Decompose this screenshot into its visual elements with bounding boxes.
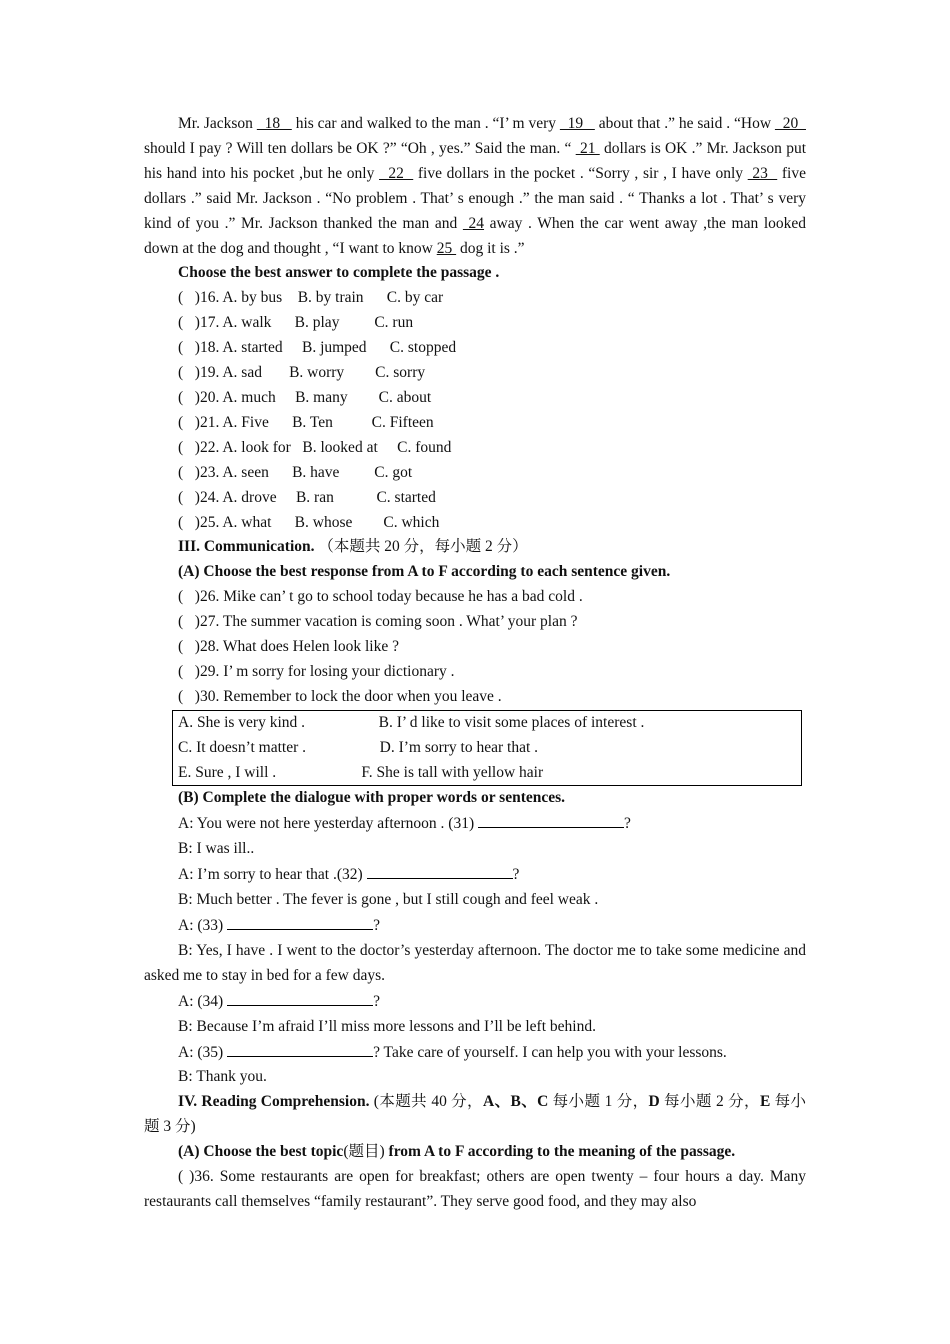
question-28: ( )28. What does Helen look like ? (178, 638, 399, 656)
dialogue-text: ? (373, 917, 380, 934)
response-options-box (172, 710, 802, 787)
cloze-passage (144, 112, 806, 261)
part-a-instruction: (A) Choose the best response from A to F according to each sentence given. (178, 563, 671, 581)
dialogue-line: B: Much better . The fever is gone , but I still cough and feel weak . (178, 891, 599, 909)
instruction-text: (A) Choose the best topic (178, 1143, 344, 1161)
section-3-heading (178, 535, 806, 560)
dialogue-line: B: Because I’m afraid I’ll miss more lessons and I’ll be left behind. (178, 1017, 596, 1035)
question-29: ( )29. I’ m sorry for losing your dictionary . (178, 662, 455, 680)
score-note: 每小题 1 分， (548, 1093, 649, 1111)
dialogue-text: A: (34) (178, 992, 228, 1010)
question-27: ( )27. The summer vacation is coming soon . What’ your plan ? (178, 613, 578, 631)
dialogue-text: A: (35) (178, 1043, 228, 1061)
cloze-text: five dollars .” said Mr. Jackson . “No problem . That’ s enough .” the man said . “ Thanks a lot . That’ s very kind of you .” Mr. Jackson thanked the man and (144, 164, 806, 232)
answer-blank-31 (478, 811, 624, 828)
question-19: ( )19. A. sad B. worry C. sorry (178, 364, 426, 382)
score-note: D (648, 1093, 660, 1111)
score-note: 每小题 2 分， (659, 1093, 760, 1111)
blank-25: 25 (436, 239, 457, 257)
answer-blank-34 (227, 989, 373, 1006)
section-title: IV. Reading Comprehension. (178, 1093, 370, 1111)
blank-20: 20 (774, 115, 806, 132)
answer-blank-32 (367, 862, 513, 879)
dialogue-text: ? Take care of yourself. I can help you with your lessons. (373, 1043, 727, 1061)
question-26: ( )26. Mike can’ t go to school today because he has a bad cold . (178, 588, 583, 606)
blank-19: 19 (559, 115, 595, 132)
dialogue-text: ? (512, 866, 520, 884)
answer-blank-33 (227, 913, 373, 930)
dialogue-line-34 (178, 989, 806, 1015)
dialogue-line: B: Thank you. (178, 1068, 267, 1086)
blank-23: 23 (747, 164, 778, 182)
dialogue-text: ? (373, 992, 380, 1010)
question-17: ( )17. A. walk B. play C. run (178, 314, 414, 332)
answer-blank-35 (227, 1040, 373, 1057)
cloze-text: about that .” he said . “How (594, 115, 775, 132)
dialogue-line-31 (178, 811, 806, 837)
blank-21: 21 (575, 139, 600, 157)
question-36: ( )36. Some restaurants are open for breakfast; others are open twenty – four hours a day. Many restaurants call themselves “family restaurant”. They serve good food, and they may also (144, 1168, 806, 1210)
blank-22: 22 (379, 164, 414, 182)
cloze-text: away . When the car went away ,the man looked down at the dog and thought , “I want to know (144, 214, 807, 257)
cloze-text: Mr. Jackson (178, 115, 257, 132)
question-23: ( )23. A. seen B. have C. got (178, 463, 413, 481)
part-b-instruction: (B) Complete the dialogue with proper words or sentences. (178, 789, 566, 807)
options-row: E. Sure , I will . F. She is tall with yellow hair (178, 763, 544, 781)
question-24: ( )24. A. drove B. ran C. started (178, 488, 436, 506)
reading-part-a-instruction (178, 1140, 806, 1165)
options-row: C. It doesn’t matter . D. I’m sorry to hear that . (178, 738, 539, 756)
dialogue-line: B: Yes, I have . I went to the doctor’s yesterday afternoon. The doctor me to take some medicine and asked me to stay in bed for a few days. (144, 941, 806, 984)
question-21: ( )21. A. Five B. Ten C. Fifteen (178, 413, 434, 431)
cloze-text: five dollars in the pocket . “Sorry , sir , I have only (413, 164, 748, 182)
cloze-text: dog it is .” (456, 239, 525, 257)
dialogue-line-35 (178, 1040, 806, 1066)
options-row: A. She is very kind . B. I’ d like to visit some places of interest . (178, 713, 645, 731)
question-30: ( )30. Remember to lock the door when you leave . (178, 687, 502, 705)
question-18: ( )18. A. started B. jumped C. stopped (178, 339, 457, 357)
dialogue-line: B: I was ill.. (178, 840, 255, 858)
blank-18: 18 (256, 115, 292, 132)
cloze-text: should I pay ? Will ten dollars be OK ?” “Oh , yes.” Said the man. “ (144, 139, 576, 157)
question-20: ( )20. A. much B. many C. about (178, 388, 432, 406)
exam-page (144, 112, 806, 1215)
section-instruction: Choose the best answer to complete the passage . (178, 264, 500, 282)
dialogue-line-32 (178, 862, 806, 888)
question-25: ( )25. A. what B. whose C. which (178, 513, 440, 531)
score-note: (本题共 40 分， (369, 1093, 483, 1111)
score-note: （本题共 20 分，每小题 2 分） (314, 538, 528, 556)
cloze-text: dollars is OK .” Mr. Jackson put his hand into his pocket ,but he only (144, 139, 806, 182)
dialogue-text: ? (624, 815, 631, 833)
score-note: 每小题 3 分) (144, 1093, 806, 1136)
blank-24: 24 (462, 214, 485, 232)
question-16: ( )16. A. by bus B. by train C. by car (178, 289, 444, 307)
cloze-text: his car and walked to the man . “I’ m very (291, 115, 560, 132)
question-22: ( )22. A. look for B. looked at C. found (178, 438, 452, 456)
score-note: A、B、C (482, 1093, 549, 1111)
section-4-heading (144, 1090, 806, 1140)
instruction-text: from A to F according to the meaning of the passage. (384, 1143, 736, 1161)
instruction-text: (题目) (343, 1143, 385, 1161)
dialogue-text: A: You were not here yesterday afternoon . (31) (178, 815, 479, 833)
dialogue-line-33 (178, 913, 806, 939)
section-title: III. Communication. (178, 538, 315, 556)
dialogue-text: A: (33) (178, 917, 228, 934)
score-note: E (759, 1093, 771, 1111)
dialogue-text: A: I’m sorry to hear that .(32) (178, 866, 367, 884)
